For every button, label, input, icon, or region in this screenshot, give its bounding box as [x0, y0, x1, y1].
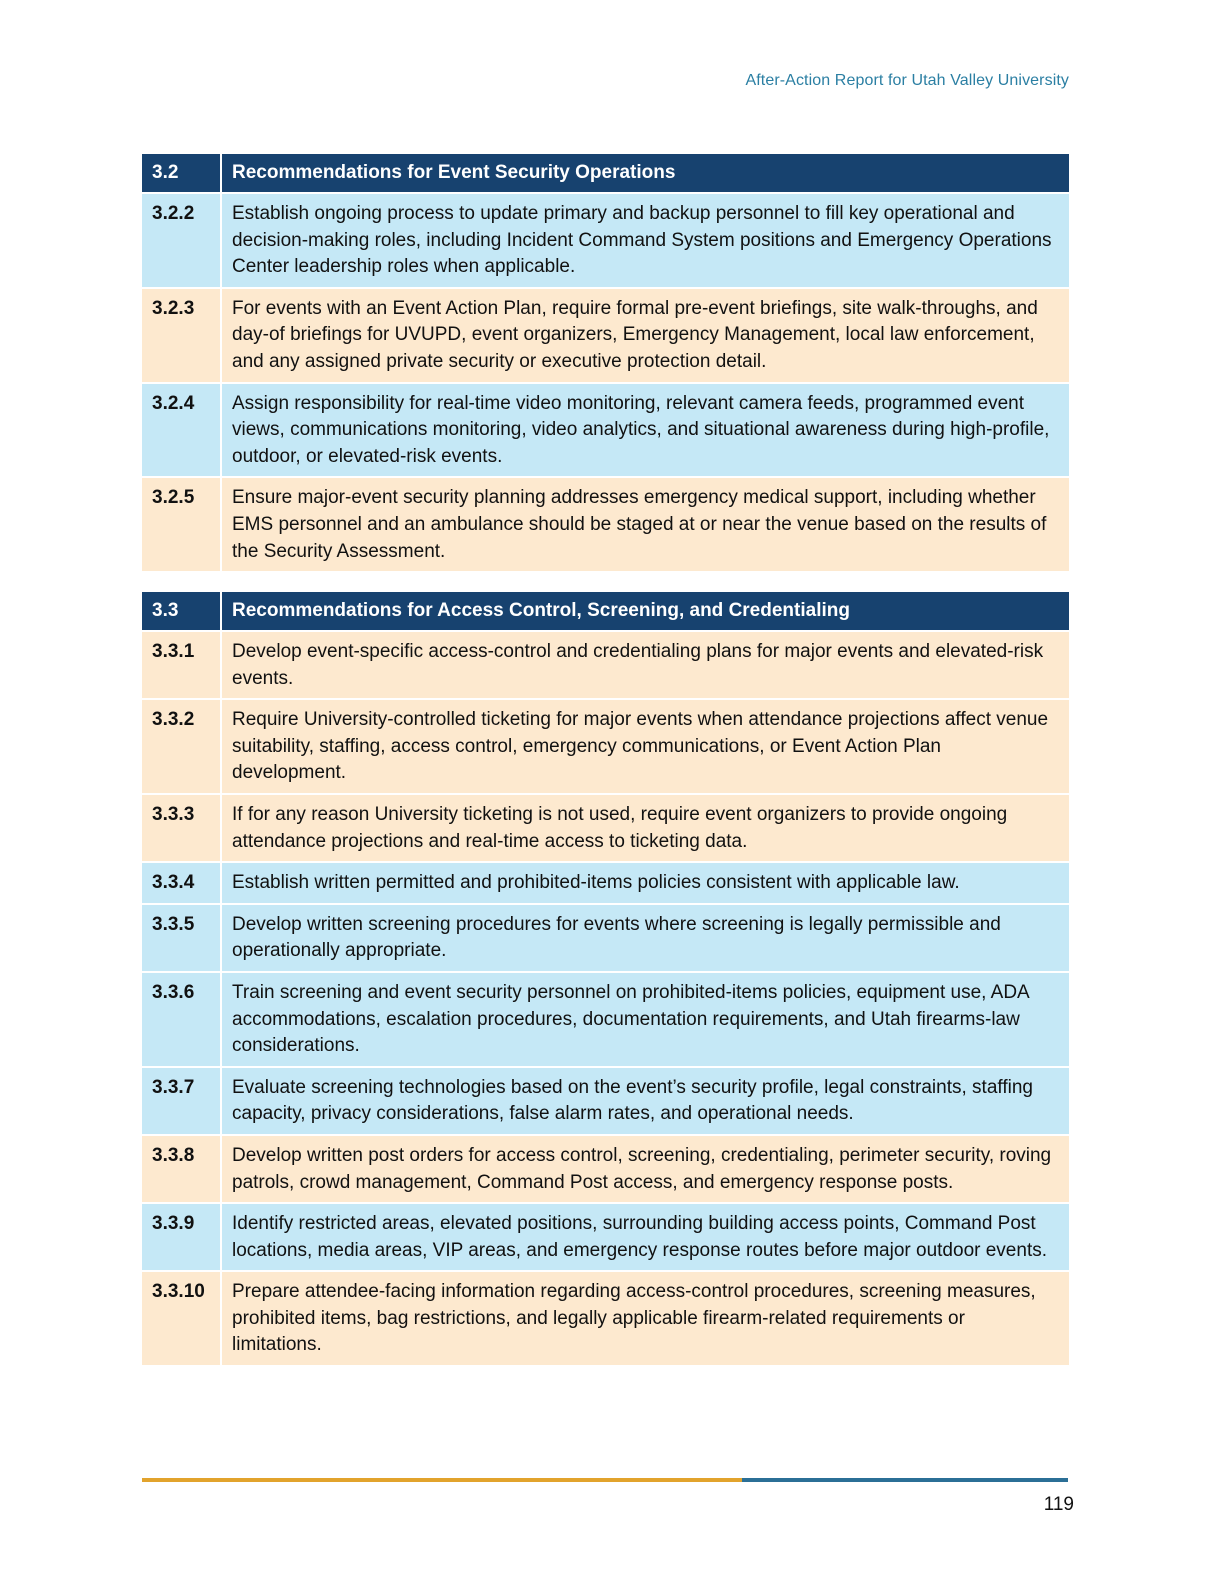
table-row [142, 1272, 1069, 1367]
row-number: 3.3.7 [142, 1068, 222, 1136]
row-text: Require University-controlled ticketing for major events when attendance projections affect venue suitability, staffing, access control, emergency communications, or Event Action Plan development. [222, 700, 1069, 795]
row-number: 3.3.4 [142, 863, 222, 905]
table-row [142, 863, 1069, 905]
table-row [142, 1068, 1069, 1136]
section-title: Recommendations for Event Security Operations [222, 154, 1069, 194]
table-row [142, 905, 1069, 973]
table-row [142, 700, 1069, 795]
footer-divider-gold [142, 1478, 742, 1482]
row-text: Train screening and event security personnel on prohibited-items policies, equipment use, ADA accommodations, escalation procedures, documentation requirements, and Utah firearms-law considerations. [222, 973, 1069, 1068]
recommendations-table-3-3 [142, 592, 1069, 1367]
table-row [142, 478, 1069, 573]
table-row [142, 194, 1069, 289]
table-header-row [142, 592, 1069, 632]
row-text: Establish ongoing process to update primary and backup personnel to fill key operational and decision-making roles, including Incident Command System positions and Emergency Operations Center leadership roles when applicable. [222, 194, 1069, 289]
row-number: 3.3.10 [142, 1272, 222, 1367]
row-number: 3.3.1 [142, 632, 222, 700]
table-row [142, 632, 1069, 700]
section-number: 3.2 [142, 154, 222, 194]
footer-divider [142, 1478, 1068, 1482]
row-number: 3.2.3 [142, 289, 222, 384]
row-text: Prepare attendee-facing information regarding access-control procedures, screening measures, prohibited items, bag restrictions, and legally applicable firearm-related requirements or limitations. [222, 1272, 1069, 1367]
row-text: Identify restricted areas, elevated positions, surrounding building access points, Command Post locations, media areas, VIP areas, and emergency response routes before major outdoor events. [222, 1204, 1069, 1272]
row-number: 3.2.5 [142, 478, 222, 573]
page-number: 119 [1043, 1494, 1074, 1515]
table-row [142, 289, 1069, 384]
table-row [142, 384, 1069, 479]
table-row [142, 973, 1069, 1068]
row-text: Establish written permitted and prohibited-items policies consistent with applicable law. [222, 863, 1069, 905]
row-text: Ensure major-event security planning addresses emergency medical support, including whether EMS personnel and an ambulance should be staged at or near the venue based on the results of the Security Assessment. [222, 478, 1069, 573]
row-text: Develop event-specific access-control and credentialing plans for major events and elevated-risk events. [222, 632, 1069, 700]
row-text: Evaluate screening technologies based on the event’s security profile, legal constraints, staffing capacity, privacy considerations, false alarm rates, and operational needs. [222, 1068, 1069, 1136]
row-number: 3.3.3 [142, 795, 222, 863]
table-row [142, 1136, 1069, 1204]
footer-divider-blue [742, 1478, 1068, 1482]
recommendations-table-3-2 [142, 154, 1069, 573]
row-text: Develop written post orders for access control, screening, credentialing, perimeter security, roving patrols, crowd management, Command Post access, and emergency response posts. [222, 1136, 1069, 1204]
row-text: For events with an Event Action Plan, require formal pre-event briefings, site walk-throughs, and day-of briefings for UVUPD, event organizers, Emergency Management, local law enforcement, and any assigned private security or executive protection detail. [222, 289, 1069, 384]
row-text: If for any reason University ticketing is not used, require event organizers to provide ongoing attendance projections and real-time access to ticketing data. [222, 795, 1069, 863]
table-row [142, 1204, 1069, 1272]
section-title: Recommendations for Access Control, Screening, and Credentialing [222, 592, 1069, 632]
running-header: After-Action Report for Utah Valley University [745, 72, 1069, 89]
table-row [142, 795, 1069, 863]
row-text: Assign responsibility for real-time video monitoring, relevant camera feeds, programmed event views, communications monitoring, video analytics, and situational awareness during high-profile, outdoor, or elevated-risk events. [222, 384, 1069, 479]
row-number: 3.3.2 [142, 700, 222, 795]
row-number: 3.3.9 [142, 1204, 222, 1272]
section-number: 3.3 [142, 592, 222, 632]
row-number: 3.2.4 [142, 384, 222, 479]
row-number: 3.3.8 [142, 1136, 222, 1204]
row-number: 3.3.5 [142, 905, 222, 973]
table-header-row [142, 154, 1069, 194]
row-number: 3.3.6 [142, 973, 222, 1068]
row-text: Develop written screening procedures for events where screening is legally permissible and operationally appropriate. [222, 905, 1069, 973]
row-number: 3.2.2 [142, 194, 222, 289]
